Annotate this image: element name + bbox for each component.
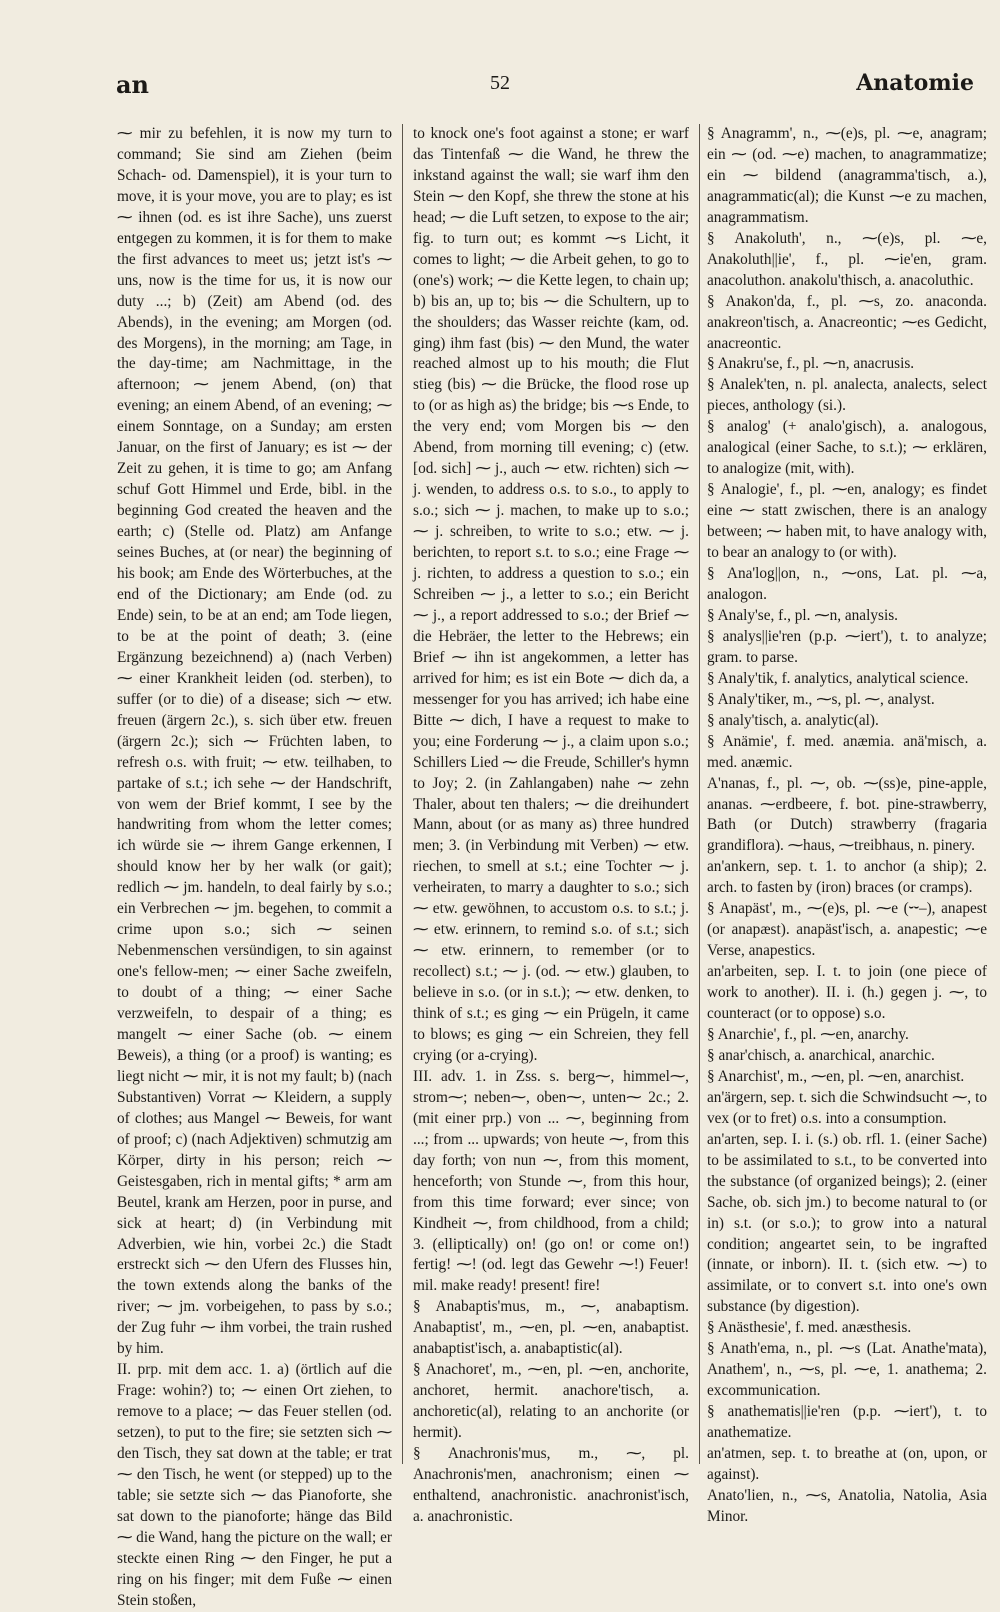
entry-paragraph: ⁓ mir zu befehlen, it is now my turn to command; Sie sind am Ziehen (beim Schach- od. Damenspiel), it is your turn to move, it is your move, you are to play; es ist ⁓ ihnen (od. es ist ihre Sache), uns zuerst entgegen zu kommen, it is for them to make the first advances to meet us; jetzt ist's ⁓ uns, now is the time for us, it is now our duty ...; b) (Zeit) am Abend (od. des Abends), in the evening; am Morgen (od. des Morgens), in the morning; am Tage, in the day-time; am Nachmittage, in the afternoon; ⁓ jenem Abend, (on) that evening; an einem Abend, of an evening; ⁓ einem Sonntage, on a Sunday; am ersten Januar, on the first of January; es ist ⁓ der Zeit zu gehen, it is time to go; am Anfang schuf Gott Himmel und Erde, bibl. in the beginning God created the heaven and the earth; c) (Stelle od. Platz) am Anfange seines Buches, at (or near) the beginning of his book; am Ende des Wörterbuches, at the end of the Dictionary; am Ende (od. zu Ende) sein, to be at an end; am Tode liegen, to be at the point of death; 3. (eine Ergänzung bezeichnend) a) (nach Verben) ⁓ einer Krankheit leiden (od. sterben), to suffer (or to die) of a disease; sich ⁓ etw. freuen (ärgern 2c.), s. sich über etw. freuen (ärgern 2c.); sich ⁓ Früchten laben, to refresh o.s. with fruit; ⁓ etw. teilhaben, to partake of s.t.; ich sehe ⁓ der Handschrift, von wem der Brief kommt, I see by the handwriting from whom the letter comes; ich würde sie ⁓ ihrem Gange erkennen, I should know her by her walk (or gait); redlich ⁓ jm. handeln, to deal fairly by s.o.; ein Verbrechen ⁓ jm. begehen, to commit a crime upon s.o.; sich ⁓ seinen Nebenmenschen versündigen, to sin against one's fellow-men; ⁓ einer Sache zweifeln, to doubt of a thing; ⁓ einer Sache verzweifeln, to despair of a thing; es mangelt ⁓ einer Sache (ob. ⁓ einem Beweis), a thing (or a proof) is wanting; es liegt nicht ⁓ mir, it is not my fault; b) (nach Substantiven) Vorrat ⁓ Kleidern, a supply of clothes; aus Mangel ⁓ Beweis, for want of proof; c) (nach Adjektiven) schmutzig am Körper, dirty in his person; reich ⁓ Geistesgaben, rich in mental gifts; * arm am Beutel, krank am Herzen, poor in purse, and sick at heart; d) (in Verbindung mit Adverbien, wie hin, vorbei 2c.) die Stadt erstreckt sich ⁓ den Ufern des Flusses hin, the town extends along the banks of the river; ⁓ jm. vorbeigehen, to pass by s.o.; der Zug fuhr ⁓ ihm vorbei, the train rushed by him.: [117, 125, 392, 1358]
entry-paragraph: § Analogie', f., pl. ⁓en, analogy; es findet eine ⁓ statt zwischen, there is an analogy between; ⁓ haben mit, to have analogy with, to bear an analogy to (or with).: [707, 481, 987, 562]
entry-paragraph: § Anakoluth', n., ⁓(e)s, pl. ⁓e, Anakoluth||ie', f., pl. ⁓ie'en, gram. anacoluthon. anakolu'thisch, a. anacoluthic.: [707, 229, 987, 289]
entry-paragraph: § analy'tisch, a. analytic(al).: [707, 711, 879, 729]
entry-paragraph: § Anabaptis'mus, m., ⁓, anabaptism. Anabaptist', m., ⁓en, pl. ⁓en, anabaptist. anabaptist'isch, a. anabaptistic(al).: [413, 1298, 689, 1358]
entry-paragraph: § Anachronis'mus, m., ⁓, pl. Anachronis'men, anachronism; einen ⁓ enthaltend, anachronistic. anachronist'isch, a. anachronistic.: [413, 1445, 689, 1525]
entry-paragraph: an'arten, sep. I. i. (s.) ob. rfl. 1. (einer Sache) to be assimilated to s.t., to be converted into the substance (of organized beings); 2. (einer Sache, ob. sich jm.) to become natural to (or in) s.t. (or s.o.); to grow into a natural condition; angeartet sein, to be ingrafted (innate, or inborn). II. t. (sich etw. ⁓) to assimilate, or to convert s.t. into one's own substance (by digestion).: [707, 1130, 987, 1316]
column-divider-left: [402, 124, 403, 1464]
column-left: [117, 124, 392, 1609]
entry-paragraph: § Anästhesie', f. med. anæsthesis.: [707, 1319, 912, 1337]
entry-paragraph: A'nanas, f., pl. ⁓, ob. ⁓(ss)e, pine-apple, ananas. ⁓erdbeere, f. bot. pine-strawberry, Bath (or Dutch) strawberry (fragaria grandiflora). ⁓haus, ⁓treibhaus, n. pinery.: [707, 774, 987, 855]
entry-paragraph: § Anachoret', m., ⁓en, pl. ⁓en, anchorite, anchoret, hermit. anachore'tisch, a. anchoretic(al), relating to an anchorite (or hermit).: [413, 1361, 689, 1442]
entry-paragraph: § Anath'ema, n., pl. ⁓s (Lat. Anathe'mata), Anathem', n., ⁓s, pl. ⁓e, 1. anathema; 2. excommunication.: [707, 1340, 987, 1400]
entry-paragraph: § Ana'log||on, n., ⁓ons, Lat. pl. ⁓a, analogon.: [707, 565, 987, 603]
entry-paragraph: Anato'lien, n., ⁓s, Anatolia, Natolia, Asia Minor.: [707, 1486, 987, 1525]
entry-paragraph: § Anakru'se, f., pl. ⁓n, anacrusis.: [707, 355, 915, 373]
running-head-left: an: [116, 70, 149, 99]
column-middle: [413, 124, 689, 1525]
entry-paragraph: § anar'chisch, a. anarchical, anarchic.: [707, 1046, 935, 1064]
column-divider-right: [699, 124, 700, 1464]
entry-paragraph: an'ankern, sep. t. 1. to anchor (a ship); 2. arch. to fasten by (iron) braces (or cramps).: [707, 858, 987, 897]
entry-paragraph: III. adv. 1. in Zss. s. berg⁓, himmel⁓, strom⁓; neben⁓, oben⁓, unten⁓ 2c.; 2. (mit einer prp.) von ... ⁓, beginning from ...; from ... upwards; von heute ⁓, from this day forth; von nun ⁓, from this moment, henceforth; von Stunde ⁓, from this hour, from this time forward; ever since; von Kindheit ⁓, from childhood, from a child; 3. (elliptically) on! (go on! or come on!) fertig! ⁓! (od. legt das Gewehr ⁓!) Feuer! mil. make ready! present! fire!: [413, 1067, 689, 1295]
entry-paragraph: § Analy'se, f., pl. ⁓n, analysis.: [707, 606, 898, 624]
entry-paragraph: § analog' (+ analo'gisch), a. analogous, analogical (einer Sache, to s.t.); ⁓ erklären, to analogize (mit, with).: [707, 418, 987, 478]
entry-paragraph: § Anagramm', n., ⁓(e)s, pl. ⁓e, anagram; ein ⁓ (od. ⁓e) machen, to anagrammatize; ein ⁓ bildend (anagramma'tisch, a.), anagrammatic(al); die Kunst ⁓e zu machen, anagrammatism.: [707, 125, 987, 226]
column-right: [707, 124, 987, 1525]
entry-paragraph: § Anämie', f. med. anæmia. anä'misch, a. med. anæmic.: [707, 732, 987, 771]
page-header: [0, 70, 1000, 104]
entry-paragraph: § Anarchist', m., ⁓en, pl. ⁓en, anarchist.: [707, 1067, 965, 1085]
entry-paragraph: an'atmen, sep. t. to breathe at (on, upon, or against).: [707, 1445, 987, 1483]
entry-paragraph: § Anapäst', m., ⁓(e)s, pl. ⁓e (⏑⏑–), anapest (or anapæst). anapäst'isch, a. anapestic; ⁓e Verse, anapestics.: [707, 900, 987, 960]
entry-paragraph: an'ärgern, sep. t. sich die Schwindsucht ⁓, to vex (or to fret) o.s. into a consumption.: [707, 1088, 987, 1127]
entry-paragraph: to knock one's foot against a stone; er warf das Tintenfaß ⁓ die Wand, he threw the inkstand against the wall; sie warf ihm den Stein ⁓ den Kopf, she threw the stone at his head; ⁓ die Luft setzen, to expose to the air; fig. to turn out; es kommt ⁓s Licht, it comes to light; ⁓ die Arbeit gehen, to go to (one's) work; ⁓ die Kette legen, to chain up; b) bis an, up to; bis ⁓ die Schultern, up to the shoulders; das Wasser reichte (kam, od. ging) ihm fast (bis) ⁓ den Mund, the water reached almost up to his mouth; die Flut stieg (bis) ⁓ die Brücke, the flood rose up to (or as high as) the bridge; bis ⁓s Ende, to the very end; vom Morgen bis ⁓ den Abend, from morning till evening; c) (etw. [od. sich] ⁓ j., auch ⁓ etw. richten) sich ⁓ j. wenden, to address o.s. to s.o., to apply to s.o.; sich ⁓ j. machen, to make up to s.o.; ⁓ j. schreiben, to write to s.o.; etw. ⁓ j. berichten, to report s.t. to s.o.; eine Frage ⁓ j. richten, to address a question to s.o.; ein Schreiben ⁓ j., a letter to s.o.; ein Bericht ⁓ j., a report addressed to s.o.; der Brief ⁓ die Hebräer, the letter to the Hebrews; ein Brief ⁓ ihn ist angekommen, a letter has arrived for him; es ist ein Bote ⁓ dich da, a messenger for you has arrived; ich habe eine Bitte ⁓ dich, I have a request to make to you; eine Forderung ⁓ j., a claim upon s.o.; Schillers Lied ⁓ die Freude, Schiller's hymn to Joy; 2. (in Zahlangaben) nahe ⁓ zehn Thaler, about ten thalers; ⁓ die dreihundert Mann, about (or as many as) three hundred men; 3. (in Verbindung mit Verben) ⁓ etw. riechen, to smell at s.t.; eine Tochter ⁓ j. verheiraten, to marry a daughter to s.o.; sich ⁓ etw. gewöhnen, to accustom o.s. to s.t.; j. ⁓ etw. erinnern, to remind s.o. of s.t.; sich ⁓ etw. erinnern, to remember (or to recollect) s.t.; ⁓ j. (od. ⁓ etw.) glauben, to believe in s.o. (or in s.t.); ⁓ etw. denken, to think of s.t.; es ging ⁓ ein Prügeln, it came to blows; es ging ⁓ ein Schreien, they fell crying (or a-crying).: [413, 125, 689, 1064]
entry-paragraph: § Analy'tik, f. analytics, analytical science.: [707, 669, 969, 687]
entry-paragraph: § Anarchie', f., pl. ⁓en, anarchy.: [707, 1025, 909, 1043]
entry-paragraph: § Analek'ten, n. pl. analecta, analects, select pieces, anthology (si.).: [707, 376, 987, 415]
entry-paragraph: § analys||ie'ren (p.p. ⁓iert'), t. to analyze; gram. to parse.: [707, 627, 987, 666]
entry-paragraph: § anathematis||ie'ren (p.p. ⁓iert'), t. to anathematize.: [707, 1403, 987, 1442]
entry-paragraph: § Analy'tiker, m., ⁓s, pl. ⁓, analyst.: [707, 690, 935, 708]
entry-paragraph: § Anakon'da, f., pl. ⁓s, zo. anaconda. anakreon'tisch, a. Anacreontic; ⁓es Gedicht, anacreontic.: [707, 292, 987, 352]
page-number: 52: [490, 72, 510, 94]
running-head-right: Anatomie: [856, 70, 974, 96]
entry-paragraph: an'arbeiten, sep. I. t. to join (one piece of work to another). II. i. (h.) gegen j. ⁓, to counteract (or to oppose) s.o.: [707, 963, 987, 1023]
entry-paragraph: II. prp. mit dem acc. 1. a) (örtlich auf die Frage: wohin?) to; ⁓ einen Ort ziehen, to remove to a place; ⁓ das Feuer stellen (od. setzen), to put to the fire; sie setzten sich ⁓ den Tisch, they sat down at the table; er trat ⁓ den Tisch, he went (or stepped) up to the table; sie setzte sich ⁓ das Pianoforte, she sat down to the pianoforte; hänge das Bild ⁓ die Wand, hang the picture on the wall; er steckte einen Ring ⁓ den Finger, he put a ring on his finger; mit dem Fuße ⁓ einen Stein stoßen,: [117, 1361, 392, 1609]
